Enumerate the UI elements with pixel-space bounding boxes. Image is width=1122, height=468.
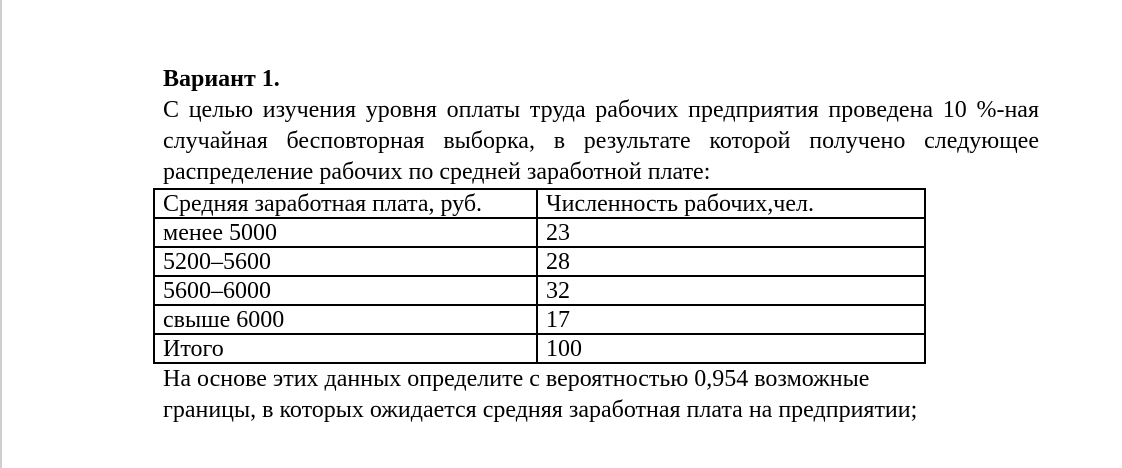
table-row (154, 247, 925, 276)
count-cell: 23 (537, 218, 925, 247)
count-cell: 28 (537, 247, 925, 276)
table-row (154, 218, 925, 247)
salary-cell: менее 5000 (154, 218, 537, 247)
table-row (154, 276, 925, 305)
total-label-cell: Итого (154, 334, 537, 363)
document-content (163, 64, 1039, 426)
header-workers-count: Численность рабочих,чел. (537, 189, 925, 218)
variant-title: Вариант 1. (163, 66, 280, 92)
salary-cell: свыше 6000 (154, 305, 537, 334)
question-line-1: На основе этих данных определите с вероятностью 0,954 возможные (163, 366, 870, 392)
header-salary: Средняя заработная плата, руб. (154, 189, 537, 218)
table-total-row (154, 334, 925, 363)
count-cell: 32 (537, 276, 925, 305)
question-line-2: границы, в которых ожидается средняя заработная плата на предприятии; (163, 397, 918, 423)
salary-distribution-table (153, 188, 926, 364)
table-header-row (154, 189, 925, 218)
salary-cell: 5200–5600 (154, 247, 537, 276)
table-row (154, 305, 925, 334)
salary-cell: 5600–6000 (154, 276, 537, 305)
page-left-border (0, 0, 2, 468)
total-value-cell: 100 (537, 334, 925, 363)
count-cell: 17 (537, 305, 925, 334)
intro-paragraph: С целью изучения уровня оплаты труда рабочих предприятия проведена 10 %-ная случайная бесповторная выборка, в результате которой получено следующее распределение рабочих по средней заработной плате: (163, 97, 1039, 185)
